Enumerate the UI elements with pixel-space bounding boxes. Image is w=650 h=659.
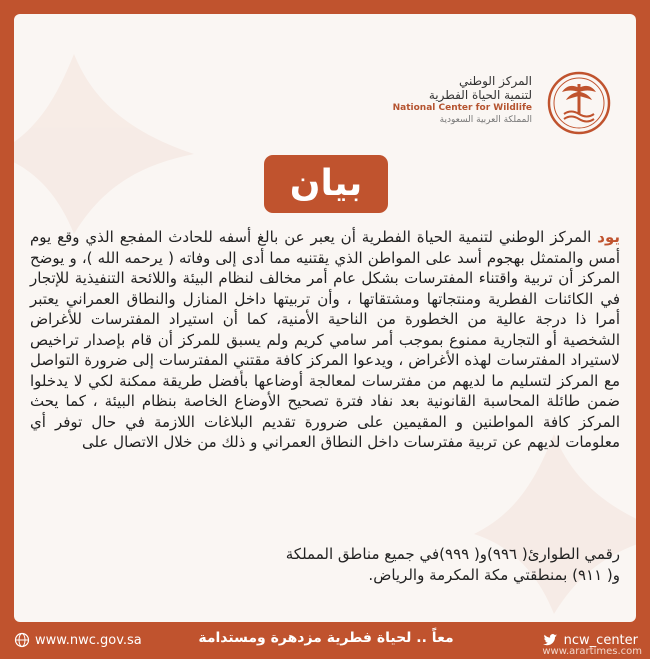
slogan: معاً .. لحياة فطرية مزدهرة ومستدامة <box>198 630 454 646</box>
lead-word: يود <box>597 228 620 246</box>
paragraph-text: المركز الوطني لتنمية الحياة الفطرية أن يعبر عن بالغ أسفه للحادث المفجع الذي وقع يوم أمس والمتمثل بهجوم أسد على المواطن الذي يقتنيه مما أدى إلى وفاته ( يرحمه الله )، و يوضح المركز أن تربية واقتناء المفترسات بشكل عام أمر مخالف لنظام البيئة واللائحة التنفيذية للإتجار في الكائنات الفطرية ومنتجاتها ومشتقاتها ، وأن تربيتها داخل المنازل والنطاق العمراني يعتبر أمرا ذا درجة عالية من الخطورة من الناحية الأمنية، كما أن استيراد المفترسات للأغراض الشخصية أو التجارية ممنوع بموجب أمر سامي كريم ولم يسبق للمركز أن قام بإصدار تراخيص لاستيراد المفترسات لهذه الأغراض ، ويدعوا المركز كافة مقتني المفترسات إلى ضرورة التواصل مع المركز لتسليم ما لديهم من مفترسات لمعالجة أوضاعها بأفضل طريقة ممكنة لكي لا يدخلوا ضمن طائلة المحاسبة القانونية بعد نفاد فترة تصحيح الأوضاع الخاصة بنظام البيئة ، كما يحث المركز كافة المواطنين و المقيمين على ضرورة تقديم البلاغات اللازمة في حال توفر أي معلومات لديهم عن تربية مفترسات داخل النطاق العمراني و ذلك من خلال الاتصال على <box>30 228 620 451</box>
statement-body <box>30 227 620 453</box>
statement-card <box>14 14 636 622</box>
org-name-en: National Center for Wildlife <box>392 103 532 113</box>
phones-line-2: و( ٩١١) بمنطقتي مكة المكرمة والرياض. <box>368 565 620 584</box>
statement-paragraph <box>30 227 620 453</box>
statement-title: بيان <box>264 155 388 213</box>
org-name-ar-line1: المركز الوطني <box>458 74 532 88</box>
phones-line-1: رقمي الطوارئ( ٩٩٦)و( ٩٩٩)في جميع مناطق المملكة <box>285 545 620 563</box>
website-text: www.nwc.gov.sa <box>35 632 142 648</box>
ncw-logo-icon <box>546 70 612 136</box>
watermark: www.arartimes.com <box>542 646 642 657</box>
twitter-handle: ncw_center <box>563 632 638 648</box>
globe-icon <box>14 632 30 648</box>
emergency-numbers <box>30 544 620 585</box>
org-branding <box>393 74 532 126</box>
org-name-ar-line2: لتنمية الحياة الفطرية <box>428 88 532 102</box>
website-link[interactable] <box>14 632 142 648</box>
footer <box>0 622 650 659</box>
country-name-ar: المملكة العربية السعودية <box>439 115 532 125</box>
